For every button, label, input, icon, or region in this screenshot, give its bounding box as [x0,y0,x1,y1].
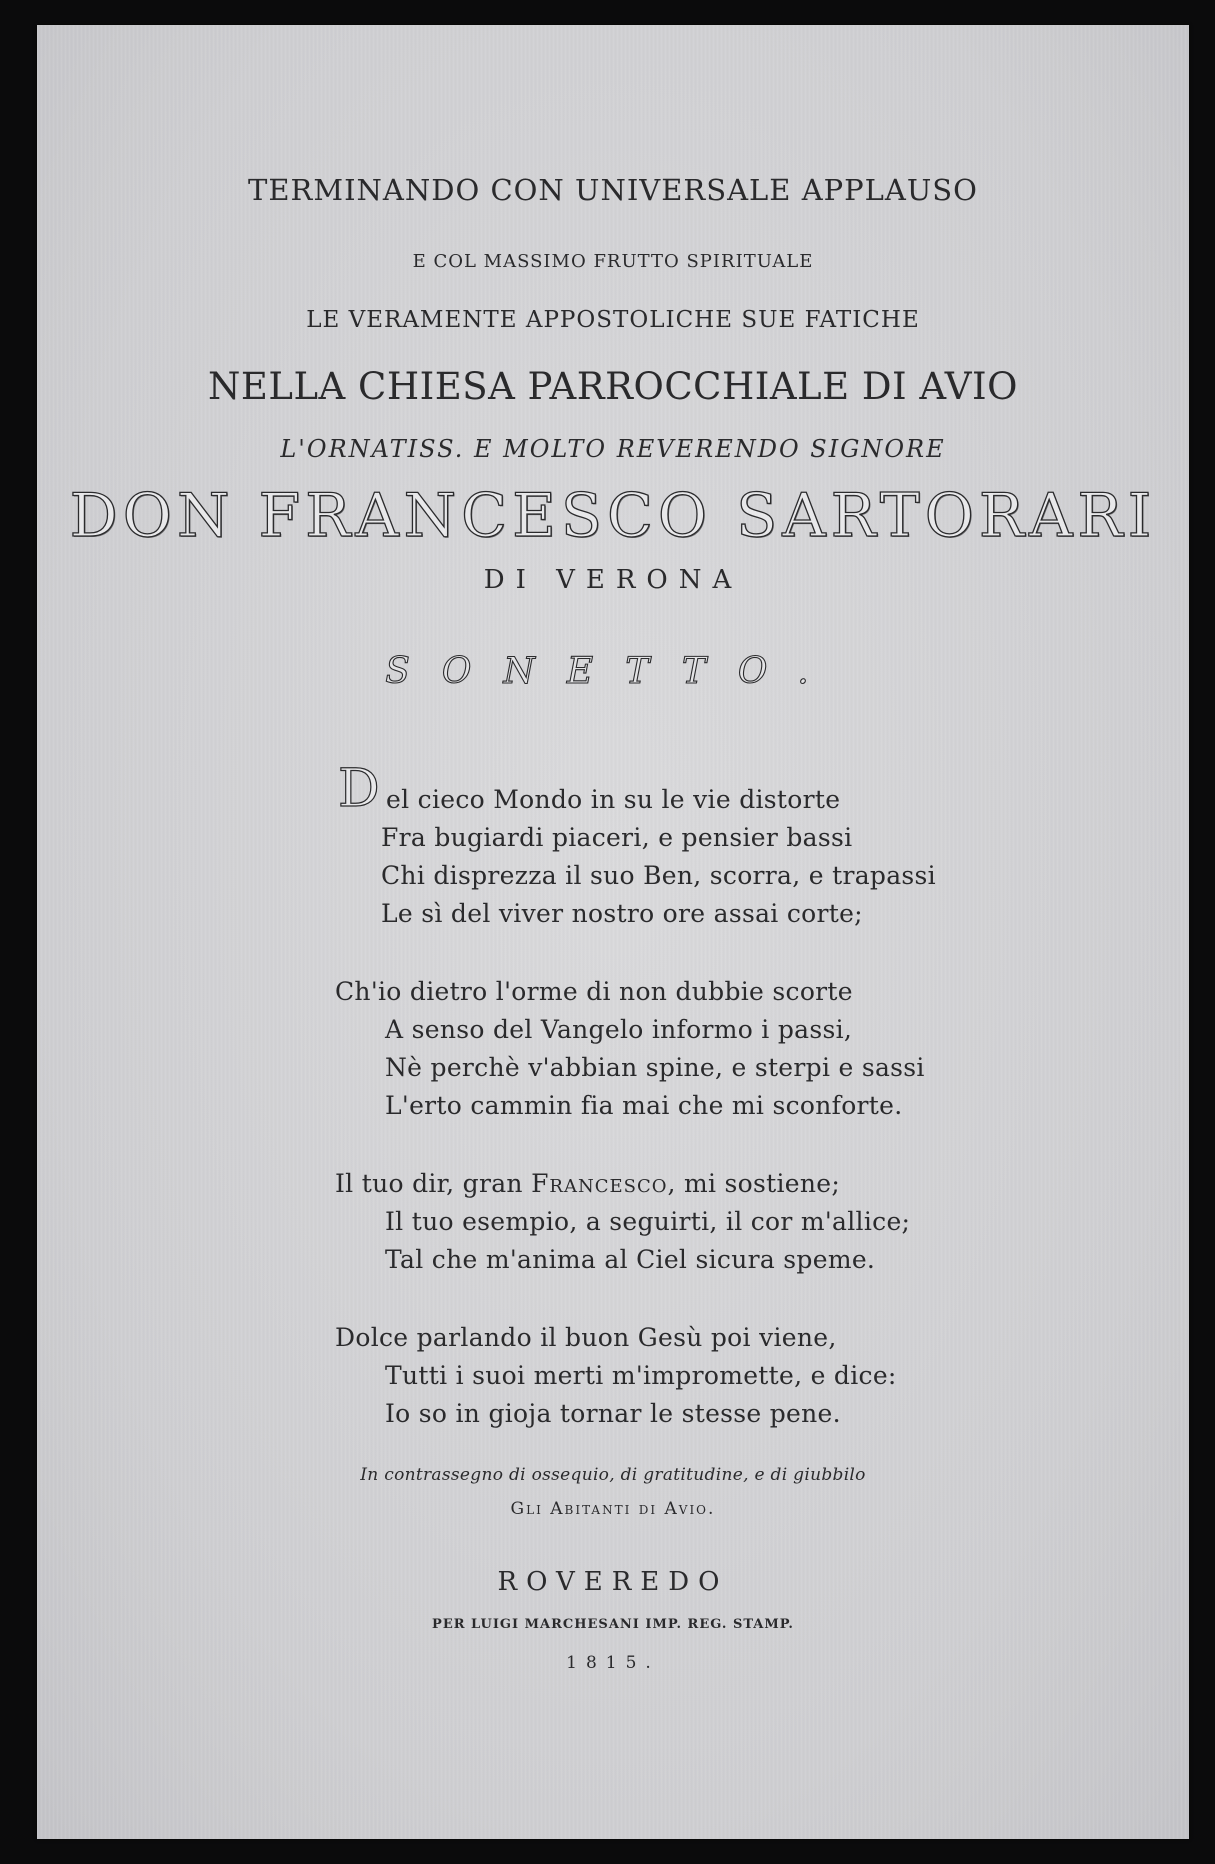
sonnet-line: Chi disprezza il suo Ben, scorra, e trapassi [381,861,936,890]
sonnet-line: Tal che m'anima al Ciel sicura speme. [385,1245,876,1274]
sonnet-line: Dolce parlando il buon Gesù poi viene, [335,1323,837,1352]
sonnet-line-part: , mi sostiene; [667,1169,841,1198]
drop-cap: D [338,759,380,819]
sonnet-line-part: Il tuo dir, gran [335,1169,532,1198]
sonnet-line: el cieco Mondo in su le vie distorte [386,785,841,814]
sonnet-line: L'erto cammin fia mai che mi sconforte. [385,1091,903,1120]
sonnet-line: Le sì del viver nostro ore assai corte; [381,899,863,928]
heading-line-1: TERMINANDO CON UNIVERSALE APPLAUSO [248,173,978,207]
printed-broadside [37,25,1189,1839]
heading-line-5: L'ORNATISS. E MOLTO REVERENDO SIGNORE [280,435,946,463]
heading-line-4: NELLA CHIESA PARROCCHIALE DI AVIO [208,365,1018,408]
sonnet-line: Fra bugiardi piaceri, e pensier bassi [381,823,853,852]
print-year: 1815. [566,1653,660,1673]
honoree-name: DON FRANCESCO SARTORARI [69,481,1157,551]
dedication-line: In contrassegno di ossequio, di gratitudine, e di giubbilo [360,1465,866,1485]
sonnet-line [335,1169,840,1198]
sonnet-line: Nè perchè v'abbian spine, e sterpi e sassi [385,1053,925,1082]
heading-line-3: LE VERAMENTE APPOSTOLICHE SUE FATICHE [306,307,920,333]
poem-genre-title: SONETTO. [385,651,841,692]
francesco-small-caps: Francesco [531,1169,668,1198]
signatories-line: Gli Abitanti di Avio. [510,1499,716,1519]
sonnet-line: Tutti i suoi merti m'impromette, e dice: [385,1361,897,1390]
sonnet-line: Il tuo esempio, a seguirti, il cor m'allice; [385,1207,911,1236]
sonnet-line: Ch'io dietro l'orme di non dubbie scorte [335,977,853,1006]
printer-line: PER LUIGI MARCHESANI IMP. REG. STAMP. [432,1617,794,1632]
sonnet-line: A senso del Vangelo informo i passi, [385,1015,853,1044]
honoree-origin: DI VERONA [483,565,743,595]
print-place: ROVEREDO [497,1567,729,1597]
sonnet-line: Io so in gioja tornar le stesse pene. [385,1399,841,1428]
heading-line-2: E COL MASSIMO FRUTTO SPIRITUALE [412,251,814,272]
